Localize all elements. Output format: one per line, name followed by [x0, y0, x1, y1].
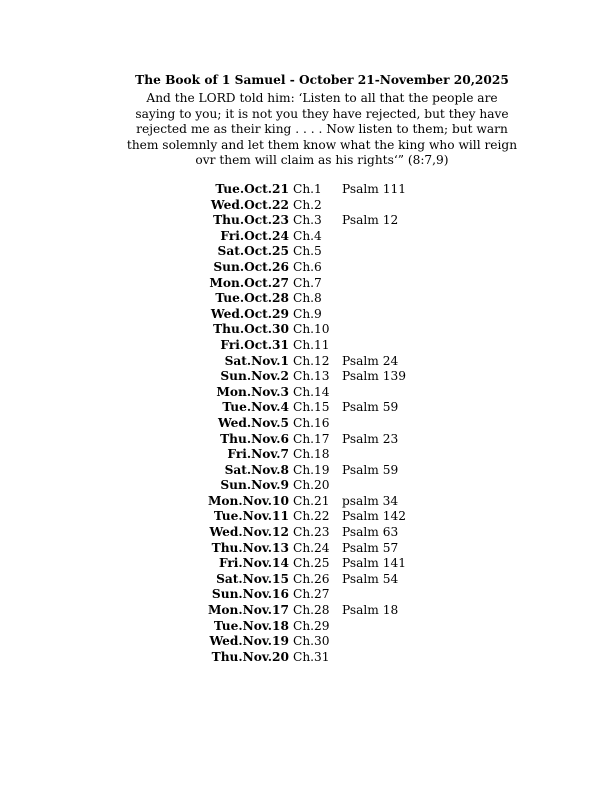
reading-date: Mon.Oct.27: [209, 275, 289, 290]
reading-chapter: Ch.31: [293, 649, 330, 664]
schedule-row: [0, 634, 612, 650]
reading-chapter: Ch.16: [293, 415, 330, 430]
reading-chapter: Ch.10: [293, 322, 330, 337]
schedule-row: [0, 369, 612, 385]
reading-date: Wed.Nov.12: [209, 525, 289, 540]
reading-date: Thu.Nov.13: [211, 540, 289, 555]
reading-chapter: Ch.7: [293, 275, 322, 290]
schedule-row: [0, 213, 612, 229]
schedule-row: [0, 541, 612, 557]
reading-chapter: Ch.13: [293, 369, 330, 384]
reading-chapter: Ch.12: [293, 353, 330, 368]
schedule-row: [0, 463, 612, 479]
reading-chapter: Ch.23: [293, 525, 330, 540]
reading-psalm: Psalm 57: [342, 540, 399, 555]
schedule-row: [0, 338, 612, 354]
schedule-row: [0, 291, 612, 307]
schedule-row: [0, 572, 612, 588]
schedule-row: [0, 400, 612, 416]
reading-chapter: Ch.21: [293, 493, 330, 508]
reading-chapter: Ch.18: [293, 447, 330, 462]
reading-psalm: Psalm 111: [342, 182, 406, 196]
schedule-row: [0, 416, 612, 432]
reading-chapter: Ch.1: [293, 182, 322, 196]
reading-chapter: Ch.29: [293, 618, 330, 633]
reading-date: Tue.Nov.18: [213, 618, 289, 633]
reading-chapter: Ch.30: [293, 634, 330, 649]
reading-psalm: Psalm 12: [342, 213, 399, 228]
reading-date: Mon.Nov.10: [207, 493, 289, 508]
schedule-row: [0, 603, 612, 619]
reading-date: Sat.Nov.1: [224, 353, 289, 368]
reading-date: Sun.Oct.26: [213, 259, 289, 274]
reading-date: Sun.Nov.16: [211, 587, 289, 602]
reading-psalm: Psalm 63: [342, 525, 399, 540]
reading-schedule: [0, 182, 612, 665]
reading-chapter: Ch.19: [293, 462, 330, 477]
reading-chapter: Ch.15: [293, 400, 330, 415]
reading-date: Sat.Oct.25: [217, 244, 289, 259]
scripture-quote: And the LORD told him: ‘Listen to all that the people are saying to you; it is not you they have rejected, but they have rejected me as their king . . . . Now listen to them; but warn them solemnly and let them know what the king who will reign ovr them will claim as his rights‘” (8:7,9): [126, 91, 518, 168]
schedule-row: [0, 244, 612, 260]
schedule-row: [0, 385, 612, 401]
document-title: The Book of 1 Samuel - October 21-November 20,2025: [135, 73, 509, 87]
reading-psalm: Psalm 54: [342, 571, 399, 586]
reading-date: Fri.Oct.31: [220, 337, 289, 352]
reading-psalm: Psalm 142: [342, 509, 406, 524]
reading-chapter: Ch.11: [293, 337, 330, 352]
reading-chapter: Ch.27: [293, 587, 330, 602]
reading-chapter: Ch.9: [293, 306, 322, 321]
reading-date: Wed.Nov.5: [217, 415, 289, 430]
reading-psalm: Psalm 139: [342, 369, 406, 384]
reading-psalm: psalm 34: [342, 493, 399, 508]
schedule-row: [0, 354, 612, 370]
reading-chapter: Ch.17: [293, 431, 330, 446]
reading-date: Mon.Nov.17: [207, 603, 289, 618]
reading-date: Wed.Nov.19: [209, 634, 289, 649]
reading-date: Tue.Nov.4: [222, 400, 289, 415]
reading-psalm: Psalm 59: [342, 400, 399, 415]
reading-date: Thu.Nov.20: [211, 649, 289, 664]
schedule-row: [0, 229, 612, 245]
reading-chapter: Ch.8: [293, 291, 322, 306]
schedule-row: [0, 478, 612, 494]
schedule-row: [0, 650, 612, 666]
reading-chapter: Ch.14: [293, 384, 330, 399]
reading-date: Sun.Nov.9: [220, 478, 289, 493]
reading-date: Sat.Nov.15: [216, 571, 289, 586]
schedule-row: [0, 525, 612, 541]
schedule-row: [0, 509, 612, 525]
reading-chapter: Ch.4: [293, 228, 322, 243]
reading-chapter: Ch.5: [293, 244, 322, 259]
schedule-row: [0, 307, 612, 323]
schedule-row: [0, 260, 612, 276]
schedule-row: [0, 494, 612, 510]
reading-date: Sat.Nov.8: [224, 462, 289, 477]
schedule-row: [0, 276, 612, 292]
schedule-row: [0, 182, 612, 198]
reading-chapter: Ch.25: [293, 556, 330, 571]
reading-date: Tue.Oct.21: [215, 182, 289, 196]
reading-chapter: Ch.6: [293, 259, 322, 274]
reading-chapter: Ch.26: [293, 571, 330, 586]
schedule-row: [0, 198, 612, 214]
schedule-row: [0, 619, 612, 635]
reading-date: Tue.Nov.11: [213, 509, 289, 524]
reading-chapter: Ch.2: [293, 197, 322, 212]
reading-date: Fri.Oct.24: [220, 228, 289, 243]
reading-date: Fri.Nov.14: [218, 556, 289, 571]
reading-date: Thu.Nov.6: [220, 431, 289, 446]
reading-psalm: Psalm 23: [342, 431, 399, 446]
reading-psalm: Psalm 59: [342, 462, 399, 477]
schedule-row: [0, 447, 612, 463]
reading-date: Tue.Oct.28: [215, 291, 289, 306]
reading-chapter: Ch.20: [293, 478, 330, 493]
reading-date: Sun.Nov.2: [220, 369, 289, 384]
reading-date: Fri.Nov.7: [227, 447, 289, 462]
schedule-row: [0, 322, 612, 338]
reading-date: Wed.Oct.29: [210, 306, 289, 321]
reading-chapter: Ch.3: [293, 213, 322, 228]
reading-psalm: Psalm 141: [342, 556, 406, 571]
reading-chapter: Ch.22: [293, 509, 330, 524]
reading-date: Mon.Nov.3: [216, 384, 289, 399]
reading-psalm: Psalm 18: [342, 603, 399, 618]
reading-date: Thu.Oct.23: [213, 213, 289, 228]
reading-date: Wed.Oct.22: [210, 197, 289, 212]
reading-date: Thu.Oct.30: [213, 322, 289, 337]
reading-chapter: Ch.28: [293, 603, 330, 618]
schedule-row: [0, 432, 612, 448]
reading-chapter: Ch.24: [293, 540, 330, 555]
reading-psalm: Psalm 24: [342, 353, 399, 368]
schedule-row: [0, 587, 612, 603]
schedule-row: [0, 556, 612, 572]
